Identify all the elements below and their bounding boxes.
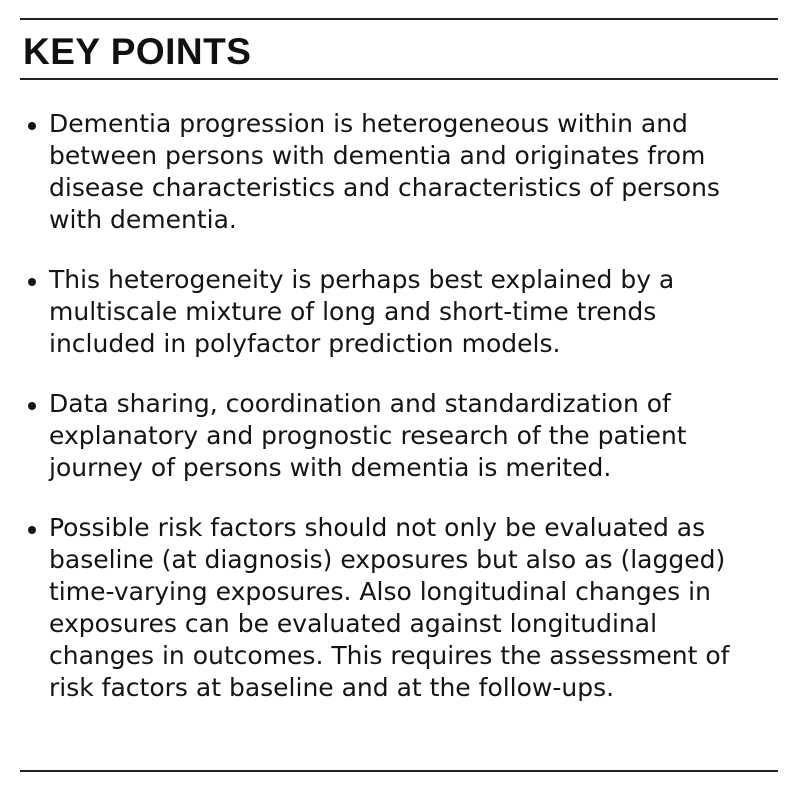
key-point-text: This heterogeneity is perhaps best explained by a multiscale mixture of long and short-time trends included in polyfactor prediction models. [49,265,675,358]
bullet-icon [28,402,36,410]
key-points-header [20,20,778,80]
bullet-icon [28,122,36,130]
key-points-title: KEY POINTS [23,31,252,72]
key-point-text: Dementia progression is heterogeneous within and between persons with dementia and originates from disease characteristics and characteristics of persons with dementia. [49,109,720,234]
key-point-item [20,264,749,360]
key-point-text: Data sharing, coordination and standardization of explanatory and prognostic research of the patient journey of persons with dementia is merited. [49,389,687,482]
key-points-list [20,108,778,732]
key-points-box [20,18,778,772]
bullet-icon [28,278,36,286]
bullet-icon [28,526,36,534]
key-point-item [20,388,749,484]
key-point-text: Possible risk factors should not only be evaluated as baseline (at diagnosis) exposures but also as (lagged) time-varying exposures. Also longitudinal changes in exposures can be evaluated against longitudinal changes in outcomes. This requires the assessment of risk factors at baseline and at the follow-ups. [49,513,730,702]
key-point-item [20,512,749,704]
key-point-item [20,108,749,236]
